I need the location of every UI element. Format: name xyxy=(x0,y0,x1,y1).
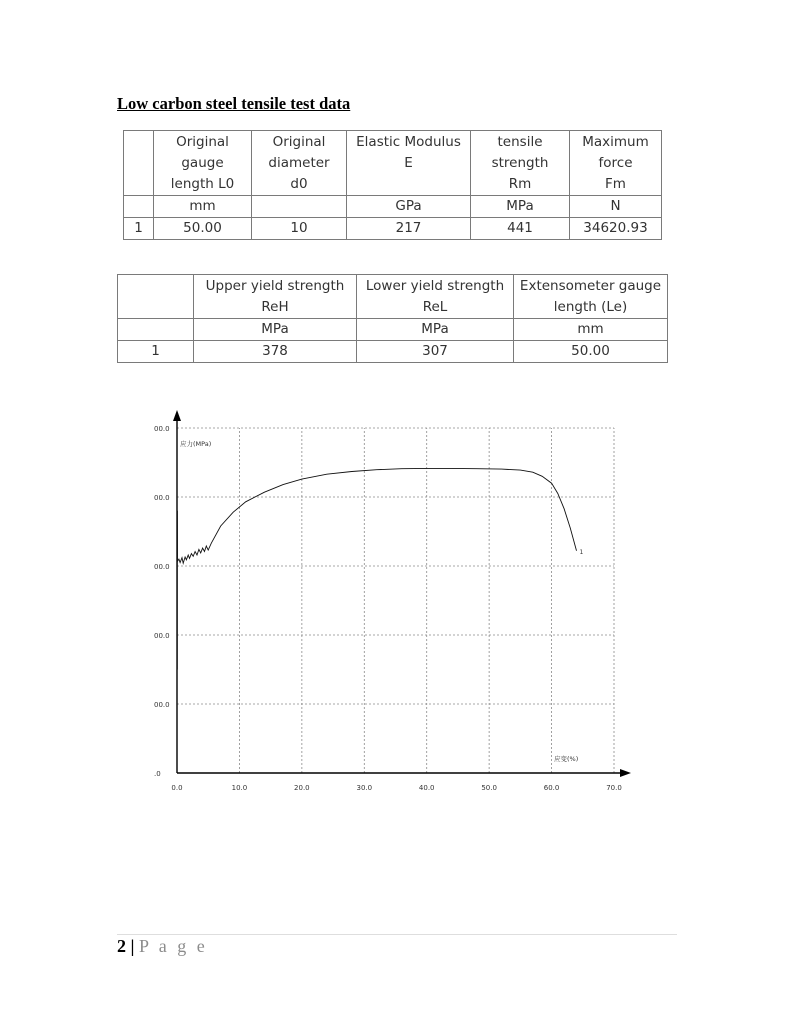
table2-data-row xyxy=(118,341,668,363)
y-tick-label: 00.0 xyxy=(154,563,170,571)
table1-header-cell xyxy=(124,131,154,196)
table2-data-cell: 50.00 xyxy=(514,341,668,363)
x-tick-label: 0.0 xyxy=(171,784,183,792)
y-axis-arrow-icon xyxy=(173,410,181,421)
table2-data-cell: 1 xyxy=(118,341,194,363)
table2-header-cell: Extensometer gauge length (Le) xyxy=(514,275,668,319)
table2-units-row xyxy=(118,319,668,341)
table1-header-cell: Original gauge length L0 xyxy=(154,131,252,196)
table1-unit-cell xyxy=(124,196,154,218)
footer-separator: | xyxy=(130,936,135,956)
table2-header-cell: Upper yield strength ReH xyxy=(194,275,357,319)
yield-data-table xyxy=(117,274,668,363)
x-axis-arrow-icon xyxy=(620,769,631,777)
table1-unit-cell: GPa xyxy=(347,196,471,218)
page-footer xyxy=(117,936,208,957)
x-tick-label: 20.0 xyxy=(294,784,310,792)
x-tick-label: 10.0 xyxy=(231,784,248,792)
series-line xyxy=(177,468,576,563)
y-tick-label: 00.0 xyxy=(154,425,170,433)
table2-header-cell xyxy=(118,275,194,319)
x-tick-label: 40.0 xyxy=(418,784,435,792)
x-axis-title: 应变(%) xyxy=(554,755,579,763)
x-tick-label: 70.0 xyxy=(606,784,622,792)
y-tick-label: 00.0 xyxy=(154,494,170,502)
table2-header-row xyxy=(118,275,668,319)
table2-header-cell: Lower yield strength ReL xyxy=(357,275,514,319)
table1-header-cell: Maximum force Fm xyxy=(570,131,662,196)
table1-data-cell: 1 xyxy=(124,218,154,240)
table1-data-cell: 34620.93 xyxy=(570,218,662,240)
table1-data-row xyxy=(124,218,662,240)
table1-header-cell: tensile strength Rm xyxy=(471,131,570,196)
table1-data-cell: 217 xyxy=(347,218,471,240)
table1-data-cell: 441 xyxy=(471,218,570,240)
table1-unit-cell: MPa xyxy=(471,196,570,218)
table2-unit-cell: mm xyxy=(514,319,668,341)
y-axis-title: 应力(MPa) xyxy=(180,440,212,448)
table2-unit-cell: MPa xyxy=(194,319,357,341)
series-end-label: 1 xyxy=(579,548,584,556)
table1-unit-cell: mm xyxy=(154,196,252,218)
x-tick-label: 60.0 xyxy=(543,784,560,792)
table1-unit-cell xyxy=(252,196,347,218)
footer-divider xyxy=(117,934,677,935)
y-tick-label: .0 xyxy=(154,770,161,778)
table1-data-cell: 50.00 xyxy=(154,218,252,240)
table1-header-row xyxy=(124,131,662,196)
x-tick-label: 50.0 xyxy=(481,784,497,792)
table1-data-cell: 10 xyxy=(252,218,347,240)
table2-unit-cell: MPa xyxy=(357,319,514,341)
page-number: 2 xyxy=(117,936,126,956)
page-word: P a g e xyxy=(138,936,208,956)
x-tick-label: 30.0 xyxy=(356,784,373,792)
page-title: Low carbon steel tensile test data xyxy=(117,94,351,113)
table1-units-row xyxy=(124,196,662,218)
table1-header-cell: Elastic Modulus E xyxy=(347,131,471,196)
table1-header-cell: Original diameter d0 xyxy=(252,131,347,196)
y-tick-label: 00.0 xyxy=(154,701,170,709)
y-tick-label: 00.0 xyxy=(154,632,170,640)
table1-unit-cell: N xyxy=(570,196,662,218)
table2-data-cell: 307 xyxy=(357,341,514,363)
table2-unit-cell xyxy=(118,319,194,341)
tensile-data-table xyxy=(123,130,662,240)
table2-data-cell: 378 xyxy=(194,341,357,363)
stress-strain-chart xyxy=(150,405,640,800)
